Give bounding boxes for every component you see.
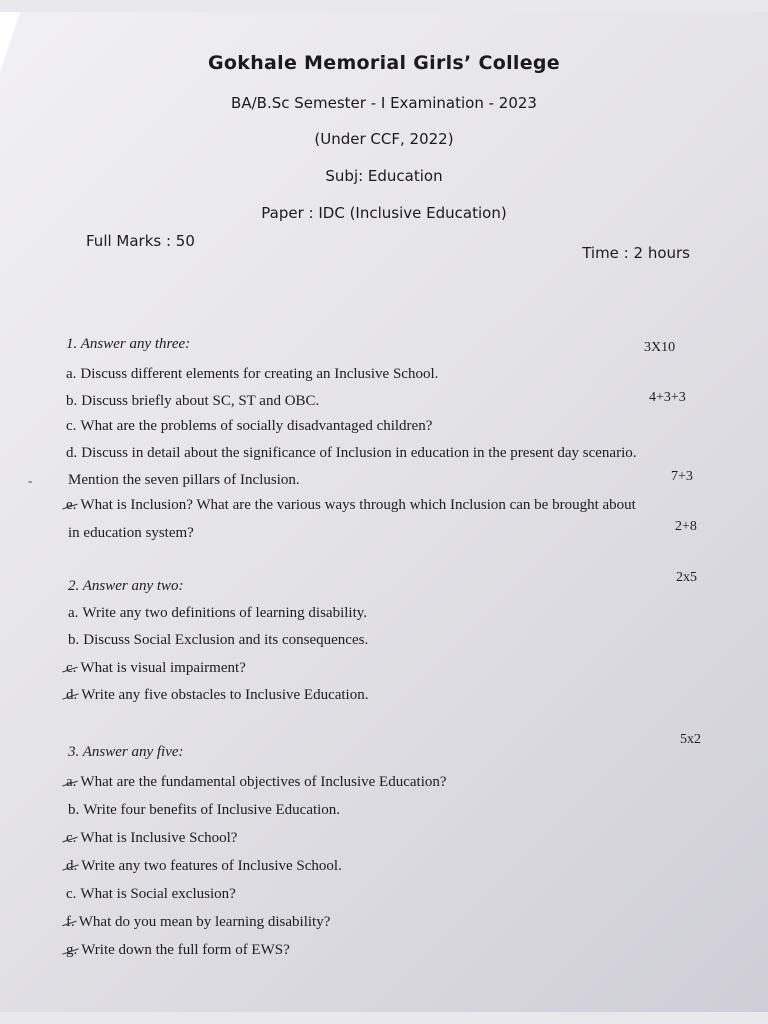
q2-d-text: Write any five obstacles to Inclusive Education. bbox=[81, 687, 369, 703]
q3-d-text: Write any two features of Inclusive School. bbox=[81, 858, 342, 874]
q3-item-d bbox=[66, 858, 342, 875]
q2-a-label: a. bbox=[68, 605, 79, 621]
q3-item-f bbox=[66, 914, 330, 931]
q3-item-e bbox=[66, 886, 236, 903]
q2-c-label: c. bbox=[66, 660, 77, 676]
q3-e-text: What is Social exclusion? bbox=[80, 886, 236, 902]
exam-paper bbox=[0, 12, 768, 1012]
q3-item-b bbox=[68, 802, 340, 819]
q3-a-label: a. bbox=[66, 774, 77, 790]
q1-e-text: What is Inclusion? What are the various ways through which Inclusion can be brought about bbox=[80, 497, 636, 513]
q1-b-marks: 4+3+3 bbox=[649, 390, 686, 405]
q2-c-text: What is visual impairment? bbox=[80, 660, 246, 676]
q3-e-label: c. bbox=[66, 886, 77, 902]
ccf-line: (Under CCF, 2022) bbox=[314, 130, 454, 148]
q3-item-a bbox=[66, 774, 447, 791]
q3-g-label: g. bbox=[66, 942, 78, 958]
q1-d-marks: 7+3 bbox=[671, 469, 693, 484]
q1-item-b bbox=[66, 393, 319, 410]
q2-d-label: d. bbox=[66, 687, 78, 703]
q3-d-label: d. bbox=[66, 858, 78, 874]
q3-b-text: Write four benefits of Inclusive Education. bbox=[83, 802, 341, 818]
q3-a-text: What are the fundamental objectives of Inclusive Education? bbox=[80, 774, 447, 790]
exam-title: BA/B.Sc Semester - I Examination - 2023 bbox=[231, 94, 537, 112]
q1-e-label: e. bbox=[66, 497, 77, 513]
q2-heading: 2. Answer any two: bbox=[68, 578, 184, 594]
q1-d-line2: Mention the seven pillars of Inclusion. bbox=[68, 472, 300, 488]
q1-item-d bbox=[66, 445, 637, 462]
q2-item-c bbox=[66, 660, 246, 677]
q3-marks: 5x2 bbox=[680, 732, 701, 747]
q2-item-b bbox=[68, 632, 368, 649]
q1-item-e bbox=[66, 497, 636, 514]
college-name: Gokhale Memorial Girls’ College bbox=[208, 52, 560, 74]
q3-c-text: What is Inclusive School? bbox=[80, 830, 238, 846]
time-allowed: Time : 2 hours bbox=[582, 244, 690, 262]
q1-a-text: Discuss different elements for creating an Inclusive School. bbox=[80, 366, 439, 382]
q2-b-text: Discuss Social Exclusion and its consequences. bbox=[83, 632, 369, 648]
q1-b-text: Discuss briefly about SC, ST and OBC. bbox=[81, 393, 320, 409]
q3-item-c bbox=[66, 830, 237, 847]
q3-g-text: Write down the full form of EWS? bbox=[81, 942, 290, 958]
subject-line: Subj: Education bbox=[325, 167, 443, 185]
q2-item-d bbox=[66, 687, 368, 704]
q1-c-label: c. bbox=[66, 418, 77, 434]
q1-marks: 3X10 bbox=[644, 340, 676, 355]
q3-heading: 3. Answer any five: bbox=[68, 744, 184, 760]
full-marks: Full Marks : 50 bbox=[86, 232, 195, 250]
q2-item-a bbox=[68, 605, 367, 622]
q1-c-text: What are the problems of socially disadvantaged children? bbox=[80, 418, 433, 434]
q1-b-label: b. bbox=[66, 393, 78, 409]
paper-line: Paper : IDC (Inclusive Education) bbox=[261, 204, 507, 222]
q3-f-label: f. bbox=[66, 914, 75, 930]
q1-d-text: Discuss in detail about the significance of Inclusion in education in the present day scenario. bbox=[81, 445, 637, 461]
q2-marks: 2x5 bbox=[676, 570, 697, 585]
q3-b-label: b. bbox=[68, 802, 80, 818]
q3-item-g bbox=[66, 942, 290, 959]
margin-mark: - bbox=[28, 473, 33, 488]
q1-a-label: a. bbox=[66, 366, 77, 382]
q1-e-line2: in education system? bbox=[68, 525, 194, 541]
q3-f-text: What do you mean by learning disability? bbox=[78, 914, 331, 930]
q1-item-c bbox=[66, 418, 432, 435]
q1-heading: 1. Answer any three: bbox=[66, 336, 191, 352]
q1-d-label: d. bbox=[66, 445, 78, 461]
q2-b-label: b. bbox=[68, 632, 80, 648]
q1-e-marks: 2+8 bbox=[675, 519, 697, 534]
q2-a-text: Write any two definitions of learning disability. bbox=[82, 605, 368, 621]
q3-c-label: c. bbox=[66, 830, 77, 846]
q1-item-a bbox=[66, 366, 438, 383]
